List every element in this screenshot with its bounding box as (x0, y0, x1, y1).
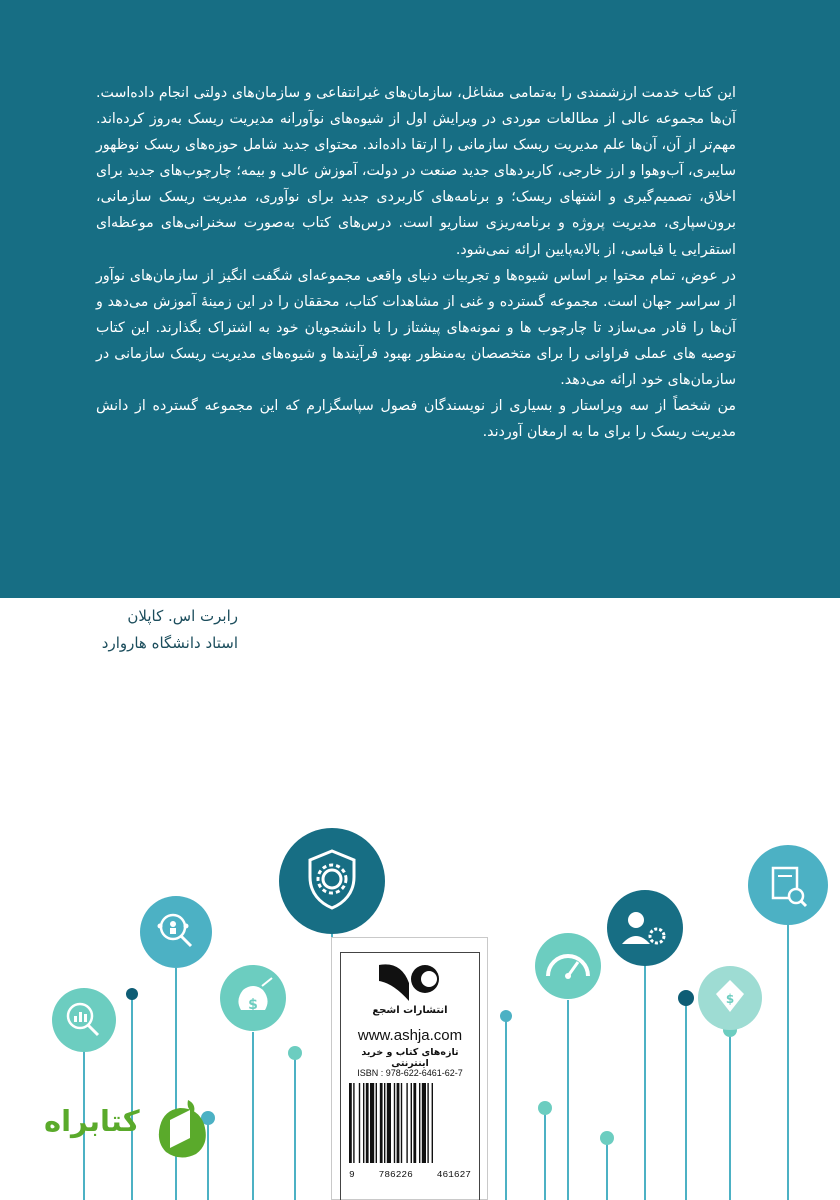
person-gear-icon (607, 890, 683, 966)
brand-name: کتابراه (44, 1104, 140, 1138)
money-bag-icon (220, 965, 286, 1031)
publisher-logo-icon (377, 957, 443, 1003)
svg-text:$: $ (248, 997, 258, 1013)
author-name: رابرت اس. کاپلان (127, 607, 238, 625)
tree-dot (538, 1101, 552, 1115)
barcode-bar (349, 1083, 352, 1163)
barcode-bar (397, 1083, 400, 1163)
back-cover-panel (0, 0, 840, 598)
isbn-text: ISBN : 978-622-6461-62-7 (357, 1068, 463, 1078)
barcode-bar (406, 1083, 407, 1163)
barcode-bar (366, 1083, 369, 1163)
barcode-digit-group: 9 (349, 1169, 355, 1180)
barcode-bar (413, 1083, 416, 1163)
barcode-bar (353, 1083, 354, 1163)
publisher-url: www.ashja.com (357, 1027, 463, 1044)
barcode-bar (363, 1083, 364, 1163)
tree-dot (678, 990, 694, 1006)
magnifier-chart-icon (52, 988, 116, 1052)
paragraph-3: من شخصاً از سه ویراستار و بسیاری از نویسندگان فصول سپاسگزارم که این مجموعه گسترده از دانش مدیریت ریسک را برای ما به ارمغان آوردند. (96, 398, 736, 441)
back-cover-text (96, 80, 736, 445)
document-search-icon (748, 845, 828, 925)
publisher-label (331, 937, 488, 1200)
search-people-icon (140, 896, 212, 968)
tree-dot (500, 1010, 512, 1022)
barcode-bar (419, 1083, 420, 1163)
barcode (349, 1083, 471, 1169)
tree-dot (600, 1131, 614, 1145)
barcode-digit-group: 786226 (378, 1169, 413, 1180)
tree-dot (126, 988, 138, 1000)
barcode-bar (401, 1083, 402, 1163)
barcode-bar (411, 1083, 412, 1163)
paragraph-2: در عوض، تمام محتوا بر اساس شیوه‌ها و تجربیات دنیای واقعی مجموعه‌ای شگفت انگیز از سازمان‌های نوآور از سراسر جهان است. مجموعه گسترده و غنی از مشاهدات کتاب، محققان را در این زمینهٔ آموزش می‌دهد و آن‌ها را قادر می‌سازد تا چارچوب ها و نمونه‌های پیشتاز را با دانشجویان خود به اشتراک بگذارند. این کتاب توصیه های عملی فراوانی را برای متخصصان به‌منظور بهبود فرآیندها و شیوه‌های مدیریت ریسک سازمانی در سازمان‌های خود ارائه می‌دهد. (96, 267, 736, 389)
barcode-bar (394, 1083, 395, 1163)
ketabrah-logo (44, 1098, 214, 1160)
barcode-bar (376, 1083, 377, 1163)
publisher-label-inner (340, 952, 480, 1200)
barcode-bar (387, 1083, 391, 1163)
gauge-icon (535, 933, 601, 999)
dollar-shield-icon (698, 966, 762, 1030)
barcode-bar (359, 1083, 360, 1163)
barcode-bar (370, 1083, 374, 1163)
shield-gear-icon (279, 828, 385, 934)
barcode-bar (384, 1083, 385, 1163)
paragraph-1: این کتاب خدمت ارزشمندی را به‌تمامی مشاغل، سازمان‌های غیرانتفاعی و سازمان‌های دولتی انجام داده‌است. آن‌ها مجموعه عالی از مطالعات موردی در ویرایش اول از شیوه‌های نوآورانه مدیریت ریسک به‌روز کرده‌اند. مهم‌تر از آن، آن‌ها علم مدیریت ریسک سازمانی را ارتقا داده‌اند. محتوای جدید شامل حوزه‌های ریسک نوظهور سایبری، آب‌وهوا و ارز خارجی، کاربردهای جدید صنعت در دولت، آموزش عالی و بیمه؛ چارچوب‌های جدید برای اخلاق، تصمیم‌گیری و اشتهای ریسک؛ و برنامه‌های کاربردی جدید برای نوآوری، مدیریت ریسک سازمانی، برون‌سپاری، مدیریت پروژه و برنامه‌ریزی سناریو است. درس‌های کتاب به‌صورت سخنرانی‌های موعظه‌ای استقرایی یا قیاسی، از بالابه‌پایین ارائه نمی‌شود. (96, 85, 736, 258)
barcode-bar (427, 1083, 428, 1163)
barcode-digits (349, 1169, 471, 1180)
barcode-bar (380, 1083, 383, 1163)
barcode-digit-group: 461627 (436, 1169, 471, 1180)
publisher-name: انتشارات اشجع (372, 1005, 448, 1016)
tree-dot (288, 1046, 302, 1060)
barcode-bar (422, 1083, 426, 1163)
svg-text:$: $ (725, 992, 735, 1006)
ketabrah-icon (156, 1098, 210, 1160)
barcode-bar (432, 1083, 433, 1163)
publisher-tagline: تازه‌های کتاب و خرید اینترنتی (361, 1047, 459, 1069)
author-title: استاد دانشگاه هاروارد (101, 634, 238, 652)
